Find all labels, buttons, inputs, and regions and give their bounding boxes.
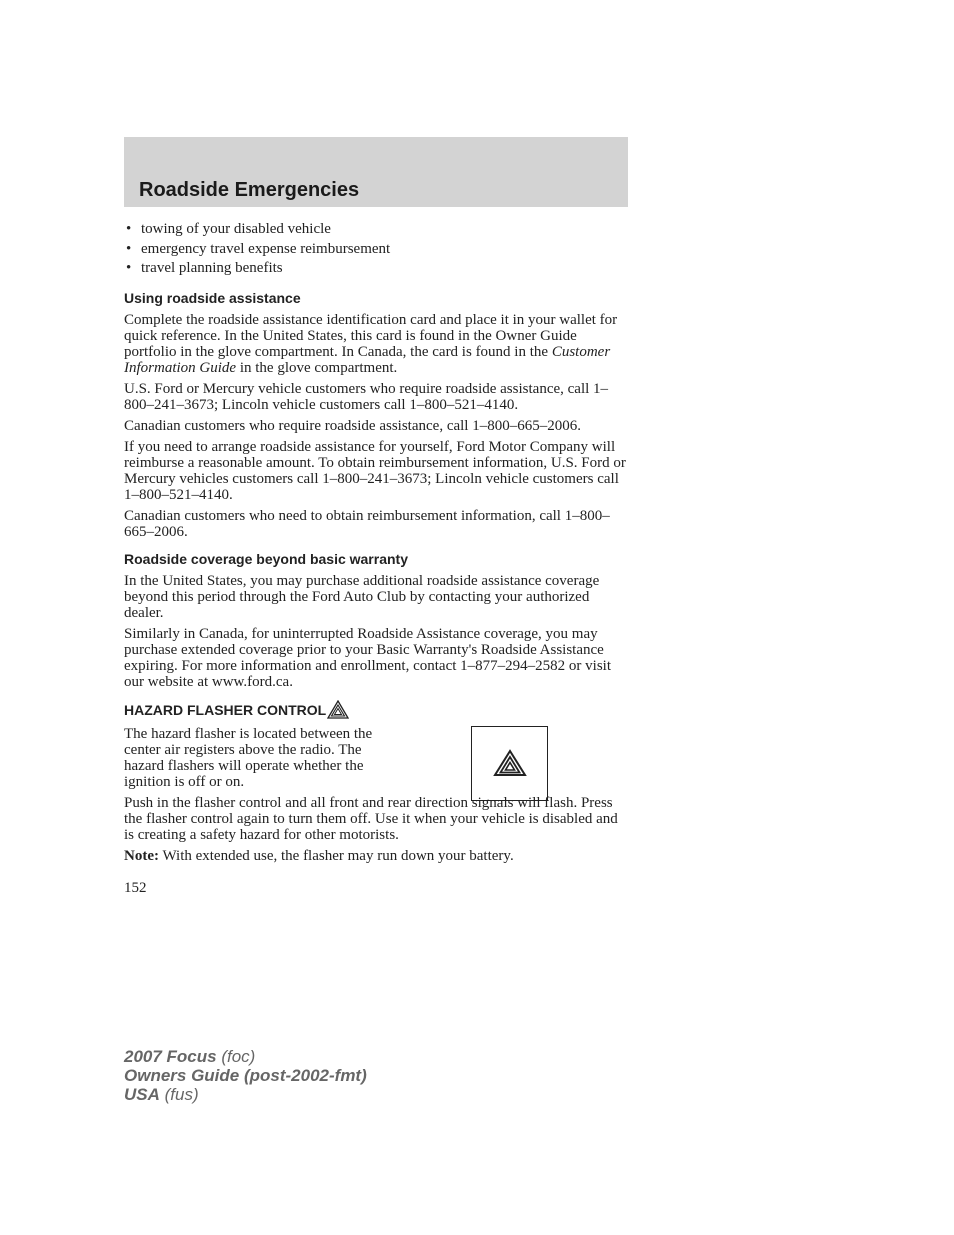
paragraph: The hazard flasher is located between the center air registers above the radio. The hazard flashers will operate whether the ignition is off or on. xyxy=(124,725,373,790)
list-item: • emergency travel expense reimbursement xyxy=(124,240,630,260)
heading-text: HAZARD FLASHER CONTROL xyxy=(124,701,327,718)
paragraph: Push in the flasher control and all front and rear direction signals will flash. Press the flasher control again to turn them off. Use it when your vehicle is disabled and is creating a safety hazard for other motorists. xyxy=(124,794,618,843)
paragraph: Canadian customers who need to obtain reimbursement information, call 1–800–665–2006. xyxy=(124,507,610,540)
paragraph-text: Complete the roadside assistance identification card and place it in your wallet for quick reference. In the United States, this card is found in the Owner Guide portfolio in the glove compartment. In Canada, the card is found in the xyxy=(124,311,618,360)
list-item: • travel planning benefits xyxy=(124,259,630,279)
paragraph xyxy=(124,312,630,376)
paragraph: Canadian customers who require roadside assistance, call 1–800–665–2006. xyxy=(124,417,581,434)
paragraph: U.S. Ford or Mercury vehicle customers who require roadside assistance, call 1–800–241–3673; Lincoln vehicle customers call 1–800–521–4140. xyxy=(124,380,609,413)
heading-hazard-flasher-control xyxy=(124,700,630,720)
paragraph: In the United States, you may purchase additional roadside assistance coverage beyond this period through the Ford Auto Club by contacting your authorized dealer. xyxy=(124,572,600,621)
page-content xyxy=(124,220,630,896)
footer-line xyxy=(124,1066,367,1085)
footer-line xyxy=(124,1085,367,1104)
footer-code: (foc) xyxy=(216,1047,256,1066)
footer-market: USA xyxy=(124,1085,160,1104)
subheading-roadside-coverage: Roadside coverage beyond basic warranty xyxy=(124,550,408,567)
document-footer xyxy=(124,1047,367,1104)
footer-code: (fus) xyxy=(159,1085,199,1104)
benefits-list xyxy=(124,220,630,279)
guide-title-italic: Customer Information Guide xyxy=(124,343,611,376)
hazard-button-illustration xyxy=(471,726,548,801)
paragraph-text: in the glove compartment. xyxy=(236,359,398,376)
section-title: Roadside Emergencies xyxy=(139,179,360,201)
footer-line xyxy=(124,1047,367,1066)
footer-model: 2007 Focus xyxy=(124,1047,217,1066)
note-paragraph xyxy=(124,848,630,864)
subheading-using-roadside-assistance: Using roadside assistance xyxy=(124,289,301,306)
hazard-section-body xyxy=(124,726,630,864)
note-text: With extended use, the flasher may run down your battery. xyxy=(158,847,514,864)
section-header-band xyxy=(124,137,628,207)
paragraph: Similarly in Canada, for uninterrupted Roadside Assistance coverage, you may purchase extended coverage prior to your Basic Warranty's Roadside Assistance expiring. For more information and enrollment, contact 1–877–294–2582 or visit our website at www.ford.ca. xyxy=(124,625,611,690)
footer-guide: Owners Guide (post-2002-fmt) xyxy=(124,1066,367,1085)
paragraph: If you need to arrange roadside assistance for yourself, Ford Motor Company will reimburse a reasonable amount. To obtain reimbursement information, U.S. Ford or Mercury vehicles customers call 1–800–241–3673; Lincoln vehicle customers call 1–800–521–4140. xyxy=(124,438,626,503)
note-label: Note: xyxy=(124,847,159,864)
page-number: 152 xyxy=(124,879,147,896)
list-item: • towing of your disabled vehicle xyxy=(124,220,630,240)
hazard-triangle-icon xyxy=(493,749,527,777)
hazard-triangle-icon xyxy=(327,700,349,719)
